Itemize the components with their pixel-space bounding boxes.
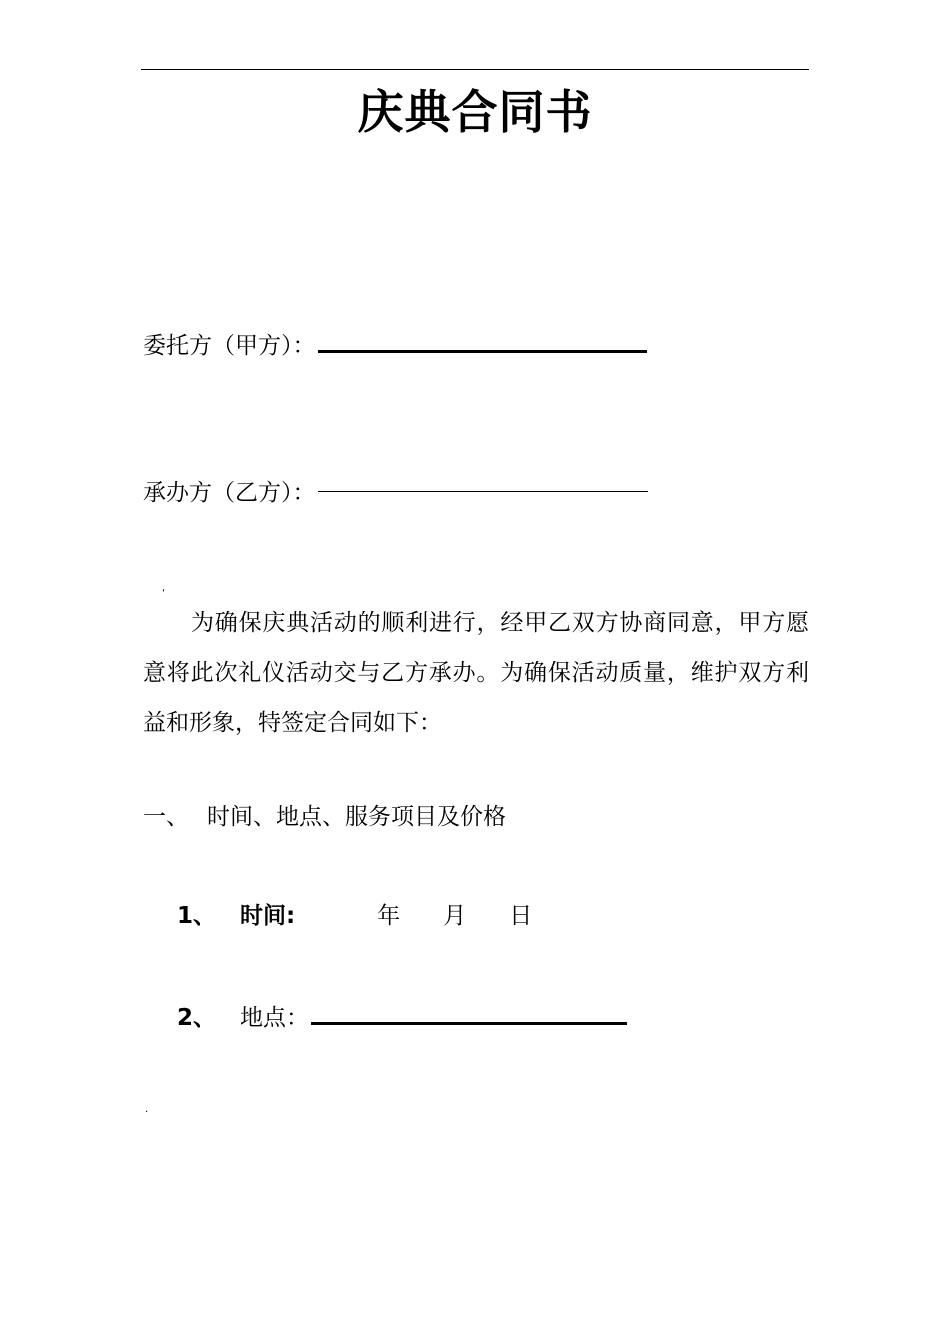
section-1-title: 时间、地点、服务项目及价格 bbox=[207, 804, 506, 830]
party-a-label: 委托方（甲方）： bbox=[143, 333, 316, 359]
party-a-blank[interactable] bbox=[318, 328, 647, 353]
header-rule bbox=[141, 69, 809, 70]
item-2-number: 2、 bbox=[177, 1005, 217, 1031]
item-2-label: 地点： bbox=[240, 1005, 310, 1031]
party-b-label: 承办方（乙方）： bbox=[143, 480, 316, 506]
document-title: 庆典合同书 bbox=[357, 85, 593, 139]
month-label: 月 bbox=[443, 903, 467, 929]
stray-mark: ‘ bbox=[162, 588, 166, 599]
year-label: 年 bbox=[377, 903, 401, 929]
party-b-line bbox=[143, 477, 648, 509]
section-1-number: 一、 bbox=[143, 804, 189, 830]
item-1-time bbox=[177, 900, 532, 932]
intro-paragraph: 为确保庆典活动的顺利进行，经甲乙双方协商同意，甲方愿意将此次礼仪活动交与乙方承办。为确保活动质量，维护双方利益和形象，特签定合同如下： bbox=[143, 610, 809, 736]
section-1-heading bbox=[143, 801, 506, 833]
item-2-location bbox=[177, 1000, 627, 1034]
party-a-line bbox=[143, 328, 647, 362]
location-blank[interactable] bbox=[311, 1000, 627, 1025]
day-label: 日 bbox=[509, 903, 533, 929]
item-1-label: 时间: bbox=[240, 903, 296, 929]
party-b-blank[interactable] bbox=[318, 491, 648, 492]
item-1-number: 1、 bbox=[177, 903, 217, 929]
stray-dot: . bbox=[145, 1104, 149, 1115]
